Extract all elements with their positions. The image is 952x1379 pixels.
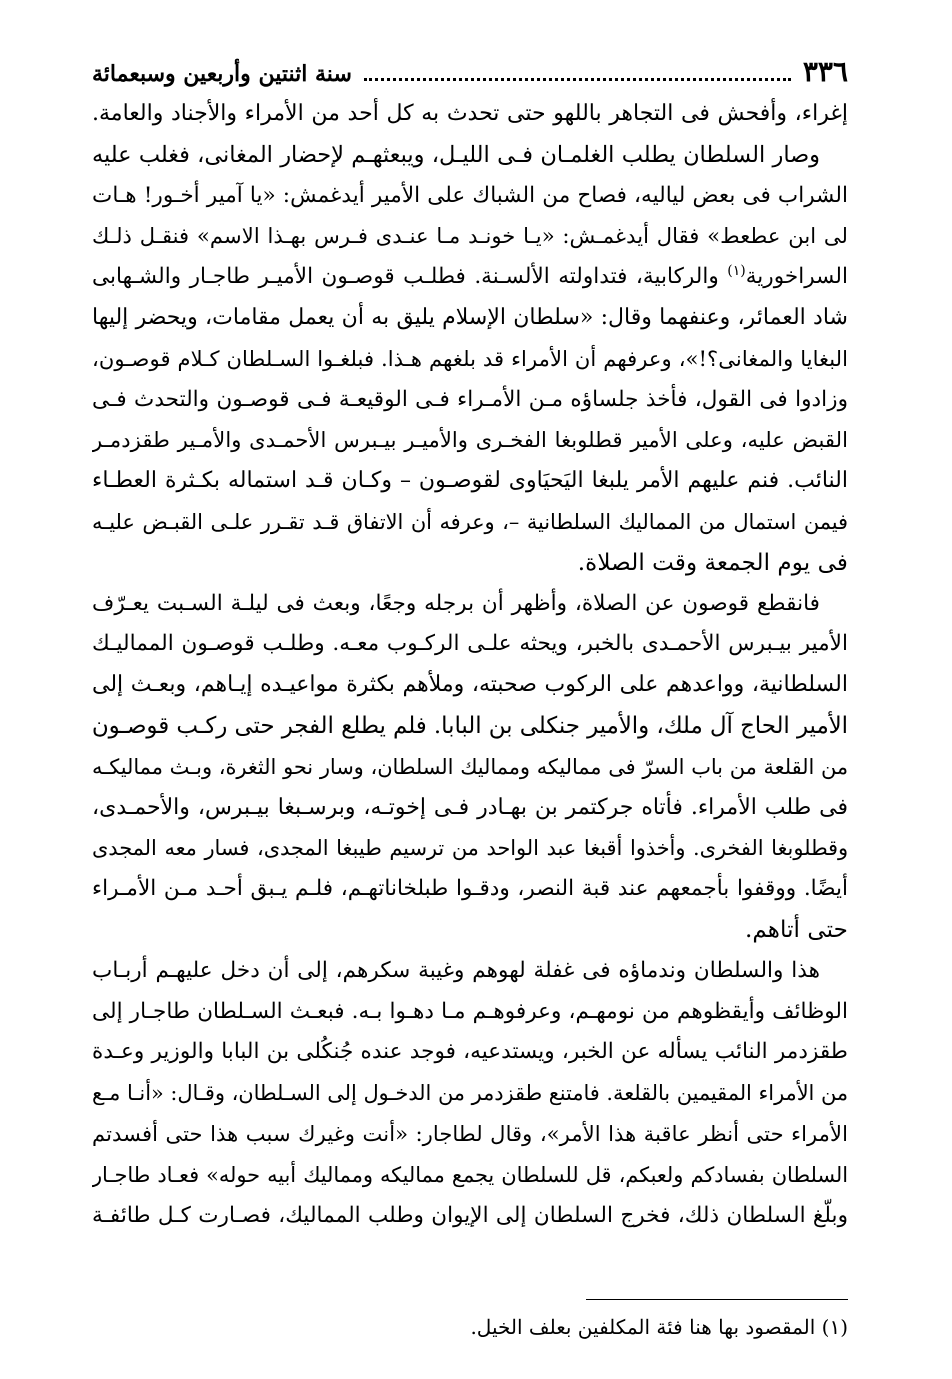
text-line: القبض عليه، وعلى الأمير قطلوبغا الفخـرى والأميـر بيـبرس الأحمـدى والأمـير طقزدمـر bbox=[92, 427, 848, 453]
text-line: فانقطع قوصون عن الصلاة، وأظهر أن برجله وجعًا، وبعث فى ليلـة السـبت يعـرّف bbox=[92, 590, 820, 616]
text-line: طقزدمر النائب يسأله عن الخبر، ويستدعيه، فوجد عنده جُنكُلى بن البابا والوزير وعـدة bbox=[92, 1039, 848, 1065]
text-line: وصار السلطان يطلب الغلمـان فـى الليـل، ويبعثهـم لإحضار المغانى، فغلب عليه bbox=[92, 141, 820, 168]
text-line: الأمير بيـبرس الأحمـدى بالخبر، ويحثه علـى الركـوب معـه. وطلـب قوصـون المماليـك bbox=[92, 631, 848, 657]
text-line: الأمراء حتى أنظر عاقبة هذا الأمر»، وقال لطاجار: «أنت وغيرك سبب هذا حتى أفسدتم bbox=[92, 1120, 848, 1146]
page-number: ٣٣٦ bbox=[802, 55, 848, 88]
text-line: حتى أتاهم. bbox=[744, 915, 848, 943]
text-line: أيضًا. ووقفوا بأجمعهم عند قبة النصر، ودقـوا طبلخاناتهـم، فلـم يـبق أحـد مـن الأمـراء bbox=[92, 876, 848, 902]
text-line: البغايا والمغانى؟!»، وعرفهم أن الأمراء قد بلغهم هـذا. فبلغـوا السـلطان كـلام قوصـون، bbox=[92, 345, 848, 371]
text-line: الشراب فى بعض لياليه، فصاح من الشباك على الأمير أيدغمش: «يا آمير أخـور! هـات bbox=[92, 182, 848, 208]
text-line: إغراء، وأفحش فى التجاهر باللهو حتى تحدث به كل أحد من الأمراء والأجناد والعامة. bbox=[92, 101, 848, 126]
footnote-reference: (١) bbox=[727, 263, 746, 279]
footnote-divider bbox=[586, 1299, 848, 1300]
text-line: وبلّغ السلطان ذلك، فخرج السلطان إلى الإيوان وطلب المماليك، فصـارت كـل طائفـة bbox=[92, 1202, 848, 1228]
text-line: النائب. فنم عليهم الأمر يلبغا اليَحيَاوى لقوصـون – وكـان قـد استماله بكـثرة العطـاء bbox=[92, 468, 848, 494]
line-rest: والركابية، فتداولته الألسـنة. فطلـب قوصـون الأميـر طاجـار والشـهابى bbox=[92, 264, 719, 290]
footnote: (١) المقصود بها هنا فئة المكلفين بعلف الخيل. bbox=[470, 1315, 848, 1339]
dotted-leader bbox=[364, 60, 791, 81]
text-line: السلطانية، وواعدهم على الركوب صحبته، وملأهم بكثرة مواعيـده إيـاهم، وبعـث إلى bbox=[92, 672, 848, 698]
text-line-with-footnote bbox=[92, 257, 848, 298]
text-line: الأمير الحاج آل ملك، والأمير جنكلى بن البابا. فلم يطلع الفجر حتى ركـب قوصـون bbox=[92, 712, 848, 739]
text-line: هذا والسلطان وندماؤه فى غفلة لهوهم وغيبة سكرهم، إلى أن دخل عليهـم أربـاب bbox=[92, 957, 820, 983]
line-prefix: السراخورية bbox=[745, 264, 848, 290]
text-line: فيمن استمال من المماليك السلطانية –، وعرفه أن الاتفاق قـد تقـرر علـى القبـض عليـه bbox=[92, 509, 848, 534]
text-line: لى ابن عطعط» فقال أيدغمـش: «يـا خونـد مـا عنـدى فـرس بهـذا الاسم» فنقـل ذلـك bbox=[92, 223, 848, 249]
text-line: فى يوم الجمعة وقت الصلاة. bbox=[577, 548, 848, 576]
running-head bbox=[92, 52, 848, 92]
text-line: فى طلب الأمراء. فأتاه جركتمر بن بهـادر فـى إخوتـه، وبرسـبغا بيـبرس، والأحمـدى، bbox=[92, 794, 848, 820]
text-line: وقطلوبغا الفخرى. وأخذوا أقبغا عبد الواحد من ترسيم طيبغا المجدى، فسار معه المجدى bbox=[92, 836, 848, 861]
text-line: شاد العمائر، وعنفهما وقال: «سلطان الإسلام يليق به أن يعمل مقامات، ويحضر إليها bbox=[92, 304, 848, 330]
text-line: الوظائف وأيقظوهم من نومهـم، وعرفوهـم مـا دهـوا بـه. فبعـث السـلطان طاجـار إلى bbox=[92, 998, 848, 1024]
body-text bbox=[92, 94, 848, 1236]
text-line: السلطان بفسادكم ولعبكم، قل للسلطان يجمع مماليكه ومماليك أبيه حوله» فعـاد طاجـار bbox=[92, 1162, 848, 1187]
text-line: من الأمراء المقيمين بالقلعة. فامتنع طقزدمر من الدخـول إلى السـلطان، وقـال: «أنـا مـع bbox=[92, 1081, 848, 1106]
running-title: سنة اثنتين وأربعين وسبعمائة bbox=[92, 61, 352, 87]
text-line: وزادوا فى القول، فأخذ جلساؤه مـن الأمـراء فـى الوقيعـة فـى قوصـون والتحدث فـى bbox=[92, 386, 848, 412]
text-line: من القلعة من باب السرّ فى مماليكه ومماليك السلطان، وسار نحو الثغرة، وبـث مماليكـه bbox=[92, 754, 848, 779]
